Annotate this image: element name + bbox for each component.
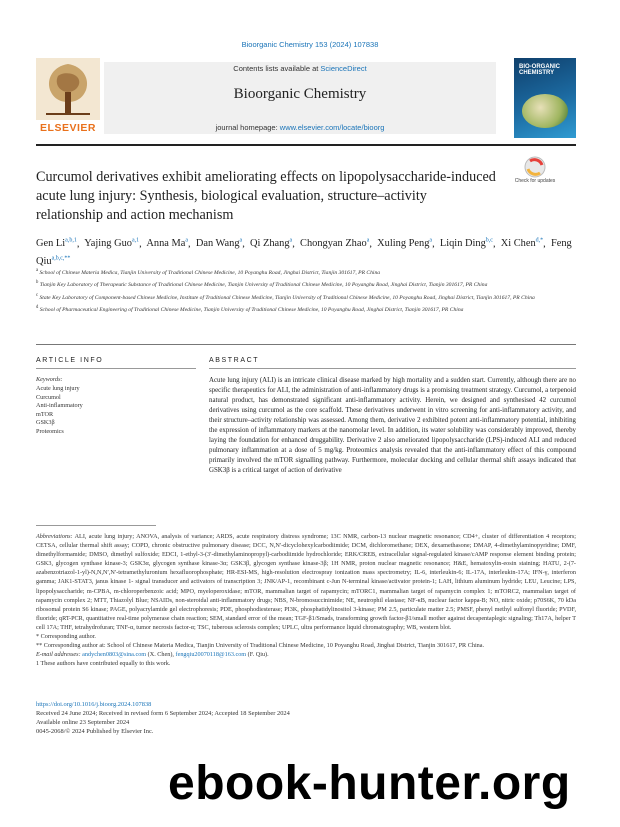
email-link[interactable]: andychen0803@sina.com (82, 651, 147, 659)
author[interactable]: Chongyan Zhao$^a$ (300, 238, 370, 250)
abstract-text: Acute lung injury (ALI) is an intricate clinical disease marked by high mortality and a sudden start. Currently, although there are no specific therapeutics for ALI, the administration of anti-inflammatory drugs is a promising treatment strategy. Curcumol, a terpenoid natural product, has demonstrated significant anti-inflammatory activity. Herein, we designed and synthesised 42 curcumol derivatives using curcumol as the core scaffold. These derivatives underwent in vitro screening for anti-inflammatory activity, and their structure–activity relationship was assessed. Among them, derivative 2 exhibited potent anti-inflammatory potential, inhibiting the expression of inflammatory markers at the nanomolar level. In addition, its water solubility was considerably improved, thereby laying the foundation for enhanced druggability. Derivative 2 also ameliorated lipopolysaccharide (LPS)-induced ALI and reduced pulmonary inflammation at a dose of 5 mg/kg. Proteomics analysis revealed that the anti-inflammatory effect of this compound primarily involved the mTOR signalling pathway. Furthermore, molecular docking and cellular thermal shift assays indicated that GSK3β is a critical target of action of derivative (209, 377, 576, 475)
abbreviations: Abbreviations: ALI, acute lung injury; ANOVA, analysis of variance; ARDS, acute respiratory distress syndrome; 13C NMR, carbon-13 nuclear magnetic resonance; CD4+, cluster of differentiation 4 receptors; CETSA, cellular thermal shift assay; COPD, chronic obstructive pulmonary disease; DCC, N,N′-dicyclohexylcarbodiimide; DCM, dichloromethane; DEX, dexamethasone; DMAP, 4-dimethylaminopyridine; DMF, dimethylformamide; DMSO, dimethyl sulfoxide; EDCI, 1-ethyl-3-(3′-dimethylaminopropyl)-carbodiimide hydrochloride; ERK/CREB, extracellular signal-regulated kinase/cAMP response element binding protein; GSK3, glycogen synthase kinase-3; GSK3α, glycogen synthase kinase-3α; GSK3β, glycogen synthase kinase-3β; 1H NMR, proton nuclear magnetic resonance; H&E, hematoxylin-eosin staining; HATU, 2-(7-azabenzotriazol-1-yl)-N,N,N′,N′-tetramethyluronium hexafluorophosphate; HR-ESI-MS, high-resolution electrospray ionization mass spectrometry; IL-6, interleukin-6; IL-17A, interleukin-17A; IFN-γ, interferon gamma; JAK1-STAT3, janus kinase 1- signal transducer and activators of transcription 3; JNK/AP-1, recombinant c-Jun N-terminal kinase/activator protein-1; LAH, lithium aluminum hydride; LEU, Leucine; LPS, lipopolysaccharide; m-CPBA, m-chloroperbenzoic acid; MPO, myeloperoxidase; mTOR, mammalian target of rapamycin; mTORC1, mammalian target of rapamycin complex 1; mTORC2, mammalian target of rapamycin complex 2; MTT, Thiazolyl Blue; NSAIDs, non-steroidal anti-inflammatory drugs; NBS, N-bromosuccinimide; NE, neutrophil elastase; NF-κB, nuclear factor kappa-B; NO, nitric oxide; p70S6K, 70 kDa ribosomal protein S6 kinase; PAGE, polyacrylamide gel electrophoresis; PDE, phosphodiesterase; PI3K, phosphatidylinositol 3-kinase; PM 2.5, particulate matter 2.5; PMSF, phenyl methyl sulfonyl fluoride; PVDF, fluoride; qRT-PCR, quantitative real-time polymerase chain reaction; SEM, standard error of the mean; TGF-β1/Smads, transforming growth factor-β1/small mother against decapentaplegic signaling; Th17A, helper T cell 17A; THF, tetrahydrofuran; TNF-α, tumor necrosis factor-α; TSC, tuberous sclerosis complex; UPLC, ultra performance liquid chromatography; WB, western blot. (36, 533, 576, 631)
sciencedirect-link[interactable]: ScienceDirect (320, 64, 367, 73)
doi-link[interactable]: https://doi.org/10.1016/j.bioorg.2024.107838 (36, 701, 152, 708)
abstract-heading: ABSTRACT (209, 357, 260, 364)
author[interactable]: Liqin Ding$^{b,c}$ (439, 238, 493, 250)
keyword: mTOR (36, 410, 54, 418)
copyright: 0045-2068/© 2024 Published by Elsevier Inc. (36, 728, 154, 735)
abstract-rule (209, 368, 576, 369)
watermark: ebook-hunter.org (168, 757, 571, 810)
author[interactable]: Gen Li$^{a,b,1}$ (36, 238, 77, 250)
article-info-rule (36, 368, 196, 369)
contents-line (104, 64, 496, 73)
journal-cover-image (514, 58, 576, 138)
publication-info (36, 700, 576, 736)
corresponding-author-2: ** Corresponding author at: School of Chinese Materia Medica, Tianjin University of Traditional Chinese Medicine, 10 Poyanghu Road, Jinghai District, Tianjin 301617, PR China. (36, 642, 485, 650)
affiliation: $^c$ State Key Laboratory of Component-based Chinese Medicine, Institute of Traditional Chinese Medicine, Tianjin University of Traditional Chinese Medicine, 10 Poyanghu Road, Jinghai District, Tianjin 301617, PR China (36, 292, 535, 301)
author[interactable]: Qi Zhang$^a$ (250, 238, 293, 250)
cover-illustration (522, 94, 568, 128)
author-list: Gen Li$^{a,b,1}$, Yajing Guo$^{a,1}$, Anna Ma$^a$, Dan Wang$^a$, Qi Zhang$^a$, Chongyan Zhao$^a$, Xuling Peng$^a$, Liqin Ding$^{b,c}$, Xi Chen$^{d,*}$, Feng Qiu$^{a,b,c,**}$ (36, 238, 572, 267)
keyword: Acute lung injury (36, 385, 80, 392)
keyword: Anti-inflammatory (36, 402, 83, 409)
keywords-list (36, 385, 83, 436)
author[interactable]: Yajing Guo$^{a,1}$ (84, 238, 140, 250)
author[interactable]: Xi Chen$^{d,*}$ (500, 238, 544, 250)
email-addresses: E-mail addresses: andychen0803@sina.com (X. Chen), fengqiu20070118@163.com (F. Qiu). (36, 651, 269, 659)
affiliation: $^d$ School of Pharmaceutical Engineering of Traditional Chinese Medicine, Tianjin University of Traditional Chinese Medicine, 10 Poyanghu Road, Jinghai District, Tianjin 301617, PR China (36, 305, 464, 313)
affiliation: $^b$ Tianjin Key Laboratory of Therapeutic Substance of Traditional Chinese Medicine, Tianjin University of Traditional Chinese Medicine, 10 Poyanghu Road, Jinghai District, Tianjin 301617, PR China (36, 280, 488, 289)
article-title: Curcumol derivatives exhibit ameliorating effects on lipopolysaccharide-induced acute lung injury: Synthesis, biological evaluation, structure–activity relationship and action mechanism (36, 169, 496, 223)
author[interactable]: Xuling Peng$^a$ (377, 238, 433, 250)
homepage-link[interactable]: www.elsevier.com/locate/bioorg (279, 123, 385, 132)
available-online: Available online 23 September 2024 (36, 719, 130, 726)
footnote-divider (36, 525, 156, 526)
check-for-updates-label[interactable]: Check for updates (514, 178, 556, 184)
section-divider (36, 344, 576, 345)
received-dates: Received 24 June 2024; Received in revised form 6 September 2024; Accepted 18 September 2024 (36, 710, 290, 717)
journal-title: Bioorganic Chemistry (233, 86, 367, 102)
publisher-name: ELSEVIER (40, 122, 96, 134)
article-info-heading: ARTICLE INFO (36, 357, 104, 364)
corresponding-author-1: * Corresponding author. (36, 633, 96, 641)
footnotes (36, 532, 576, 668)
homepage-prefix: journal homepage: (215, 123, 280, 132)
keyword: Proteomics (36, 427, 64, 435)
author[interactable]: Dan Wang$^a$ (195, 238, 243, 250)
keywords-label: Keywords: (36, 376, 63, 383)
author[interactable]: Feng Qiu$^{a,b,c,**}$ (36, 238, 572, 267)
keyword: Curcumol (36, 393, 61, 401)
author[interactable]: Anna Ma$^a$ (146, 238, 189, 250)
header-divider (36, 144, 576, 146)
abbreviations-label: Abbreviations: (36, 533, 73, 540)
email-link[interactable]: fengqiu20070118@163.com (175, 651, 247, 659)
keyword: GSK3β (36, 419, 55, 426)
homepage-line (104, 123, 496, 132)
equal-contribution-note: 1 These authors have contributed equally to this work. (36, 660, 171, 668)
journal-reference[interactable]: Bioorganic Chemistry 153 (2024) 107838 (241, 40, 379, 49)
contents-prefix: Contents lists available at (233, 64, 321, 73)
affiliation: $^a$ School of Chinese Materia Medica, Tianjin University of Traditional Chinese Medicine, 10 Poyanghu Road, Jinghai District, Tianjin 301617, PR China (36, 268, 381, 276)
cover-title: BIO-ORGANIC CHEMISTRY (519, 64, 560, 77)
affiliations (36, 267, 576, 316)
